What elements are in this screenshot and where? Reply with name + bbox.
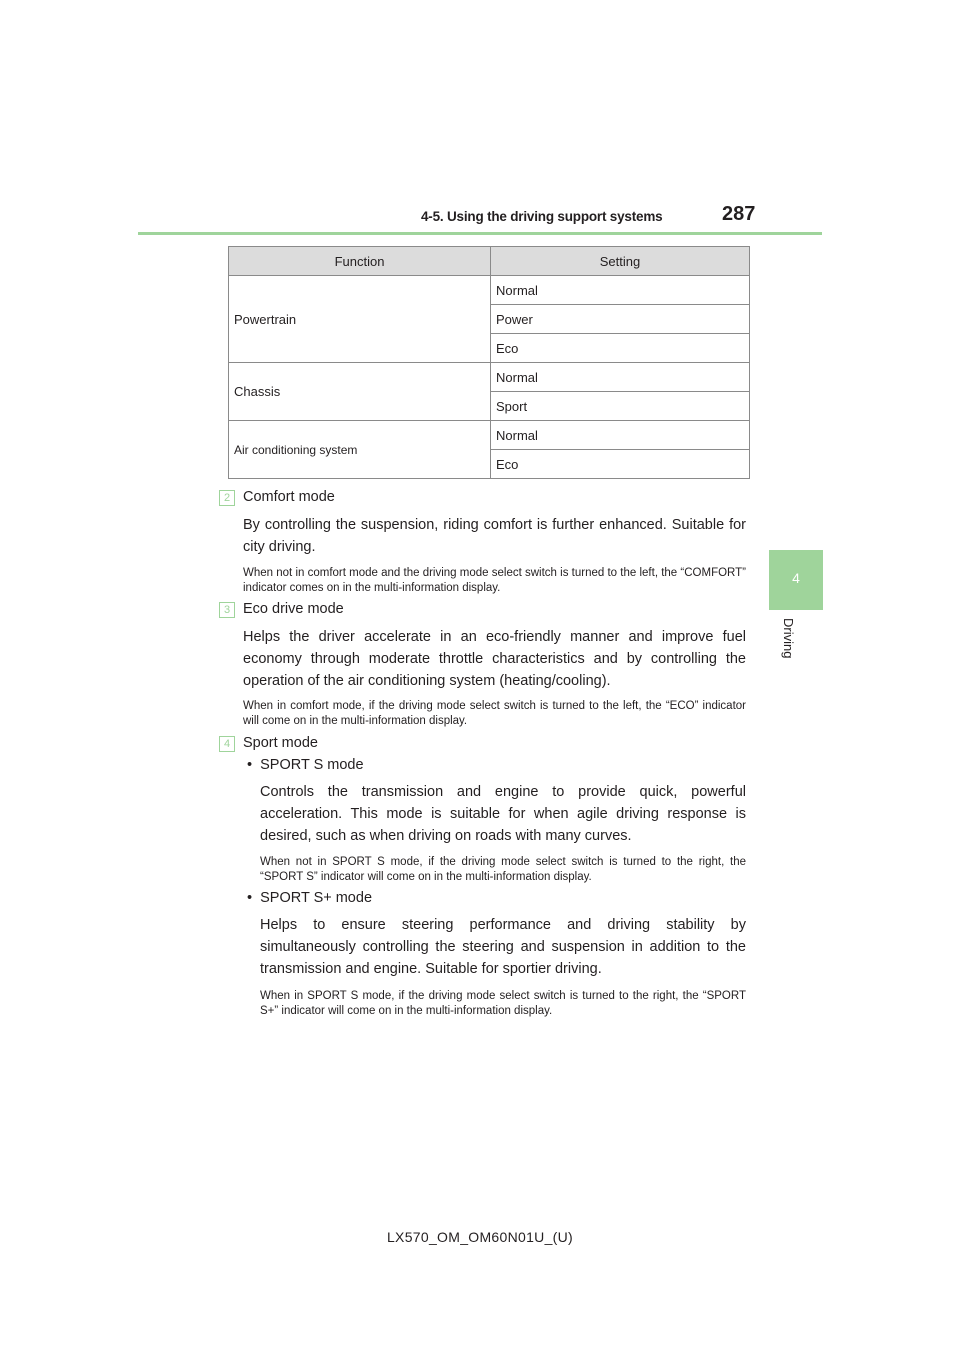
- table-row: [229, 363, 750, 392]
- function-setting-table: [228, 246, 750, 479]
- item-note: When not in comfort mode and the driving mode select switch is turned to the left, the “COMFORT” indicator comes on in the multi-information display.: [243, 567, 746, 594]
- section-title: 4-5. Using the driving support systems: [421, 209, 663, 224]
- table-cell-setting: Normal: [491, 363, 750, 392]
- table-cell-setting: Eco: [491, 334, 750, 363]
- item-number-marker: 2: [219, 490, 235, 506]
- subitem-note: When in SPORT S mode, if the driving mode select switch is turned to the right, the “SPORT S+” indicator will come on in the multi-information display.: [260, 990, 746, 1017]
- table-cell-function: Powertrain: [229, 276, 491, 363]
- item-title: Sport mode: [243, 735, 318, 751]
- bullet-dot-icon: •: [247, 890, 253, 906]
- chapter-tab: [769, 550, 823, 610]
- table-row: [229, 276, 750, 305]
- table-header-function: Function: [229, 247, 491, 276]
- table-cell-setting: Sport: [491, 392, 750, 421]
- table-cell-setting: Normal: [491, 276, 750, 305]
- chapter-number: 4: [792, 570, 800, 586]
- page-number: 287: [722, 203, 756, 225]
- sport-s-plus-subitem: [247, 890, 372, 906]
- header-divider: [138, 232, 822, 235]
- subitem-title: SPORT S+ mode: [260, 890, 373, 906]
- table-cell-function: Air conditioning system: [229, 421, 491, 479]
- subitem-title: SPORT S mode: [260, 757, 364, 773]
- table-cell-setting: Power: [491, 305, 750, 334]
- item-description: Helps the driver accelerate in an eco-friendly manner and improve fuel economy through moderate throttle characteristics and by controlling the operation of the air conditioning system (heating/cooling).: [243, 629, 746, 689]
- item-title: Eco drive mode: [243, 601, 344, 617]
- item-title: Comfort mode: [243, 489, 335, 505]
- footer-code: LX570_OM_OM60N01U_(U): [386, 1229, 574, 1245]
- sport-s-subitem: [247, 757, 364, 773]
- chapter-label: Driving: [781, 618, 796, 659]
- table-cell-setting: Normal: [491, 421, 750, 450]
- table-row: [229, 421, 750, 450]
- subitem-note: When not in SPORT S mode, if the driving mode select switch is turned to the right, the “SPORT S” indicator will come on in the multi-information display.: [260, 856, 746, 883]
- table-cell-setting: Eco: [491, 450, 750, 479]
- item-description: By controlling the suspension, riding comfort is further enhanced. Suitable for city driving.: [243, 517, 746, 555]
- subitem-description: Controls the transmission and engine to provide quick, powerful acceleration. This mode is suitable for when agile driving response is desired, such as when driving on roads with many curves.: [260, 784, 746, 844]
- table-cell-function: Chassis: [229, 363, 491, 421]
- subitem-description: Helps to ensure steering performance and driving stability by simultaneously controlling the steering and suspension in addition to the transmission and engine. Suitable for sportier driving.: [260, 917, 746, 977]
- table-header-row: [229, 247, 750, 276]
- bullet-dot-icon: •: [247, 757, 253, 773]
- item-number-marker: 4: [219, 736, 235, 752]
- item-note: When in comfort mode, if the driving mode select switch is turned to the left, the “ECO” indicator will come on in the multi-information display.: [243, 700, 746, 727]
- table-header-setting: Setting: [491, 247, 750, 276]
- item-number-marker: 3: [219, 602, 235, 618]
